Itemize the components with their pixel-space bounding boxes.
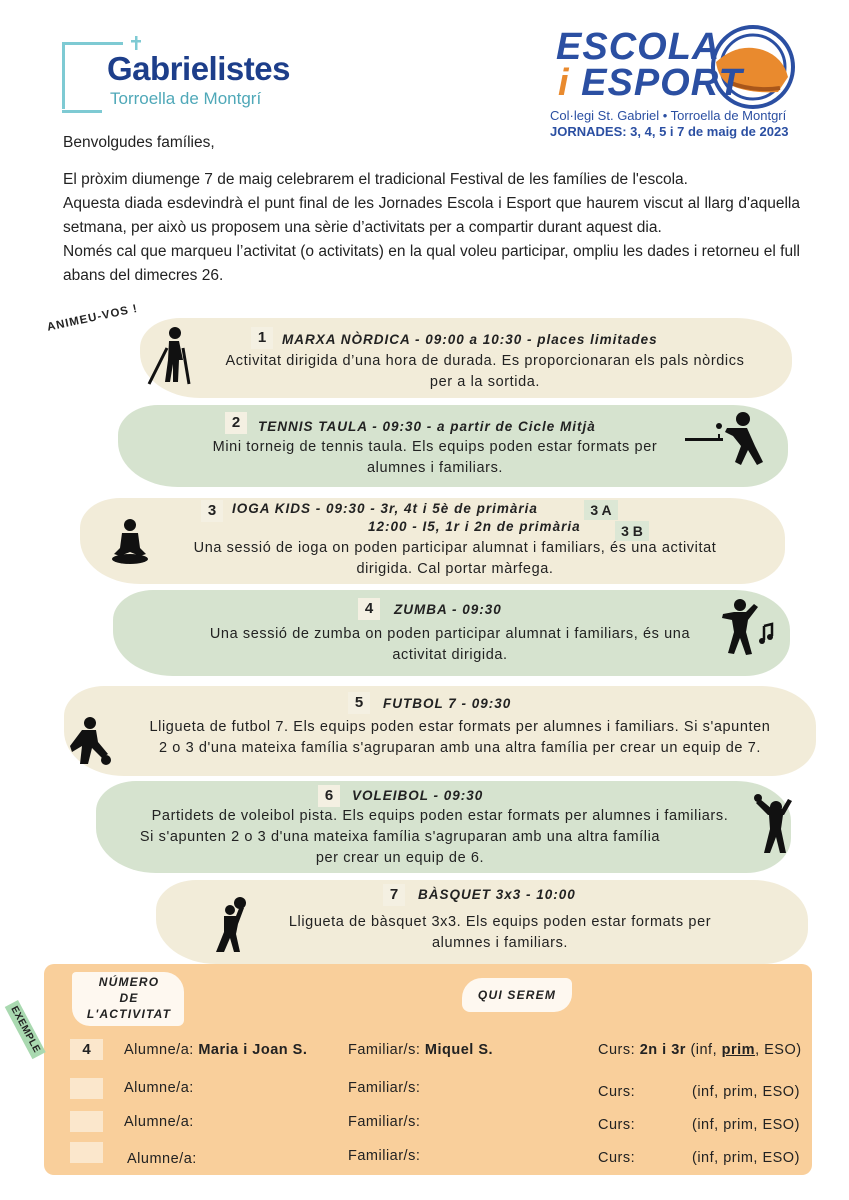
- alumne-field[interactable]: Alumne/a:: [124, 1080, 194, 1096]
- animeu-label: ANIMEU-VOS !: [46, 302, 139, 334]
- activity-7-desc-line1: Lligueta de bàsquet 3x3. Els equips poden estar formats per: [288, 914, 712, 930]
- activity-1-desc-line1: Activitat dirigida d’una hora de durada. Es proporcionaran els pals nòrdics: [225, 353, 745, 369]
- activity-2-desc: [170, 437, 700, 479]
- activity-4-desc: [180, 624, 720, 666]
- activity-1-desc-line2: per a la sortida.: [429, 374, 541, 390]
- curs-label: Curs:: [598, 1042, 636, 1058]
- activity-5-number: 5: [348, 692, 370, 714]
- cross-icon: [130, 36, 142, 50]
- activity-4-desc-line1: Una sessió de zumba on poden participar alumnat i familiars, és una: [209, 626, 691, 642]
- curs-options[interactable]: (inf, prim, ESO): [692, 1084, 800, 1100]
- curs-options[interactable]: (inf, prim, ESO): [692, 1150, 800, 1166]
- basketball-icon: [212, 896, 248, 954]
- activity-7-number: 7: [383, 884, 405, 906]
- alumne-label: Alumne/a:: [124, 1042, 194, 1058]
- logo-i: i: [558, 62, 570, 104]
- activity-4-desc-line2: activitat dirigida.: [392, 647, 508, 663]
- example-alumne: Maria i Joan S.: [198, 1042, 308, 1058]
- alumne-field[interactable]: Alumne/a:: [127, 1151, 197, 1167]
- activity-7-title: BÀSQUET 3x3 - 10:00: [418, 887, 576, 902]
- exemple-tag: EXEMPLE: [5, 1000, 46, 1059]
- intro-p2: Aquesta diada esdevindrà el punt final de les Jornades Escola i Esport que haurem viscut al llarg d'aquella setmana, per això us proposem una sèrie d’activitats per a compartir durant aquest dia.: [63, 195, 800, 236]
- activity-3-title: IOGA KIDS - 09:30 - 3r, 4t i 5è de primària: [232, 501, 538, 516]
- activity-1-number: 1: [251, 327, 273, 349]
- activity-4-title: ZUMBA - 09:30: [394, 602, 502, 617]
- activity-3-desc-line1: Una sessió de ioga on poden participar alumnat i familiars, és una activitat: [193, 540, 717, 556]
- activity-5-title: FUTBOL 7 - 09:30: [383, 696, 512, 711]
- activity-number-field[interactable]: [70, 1142, 103, 1163]
- activity-1-desc: [190, 351, 780, 393]
- example-row-curs: [598, 1042, 802, 1058]
- activity-5-desc-line1: Lligueta de futbol 7. Els equips poden estar formats per alumnes i familiars. Si s'apunten: [149, 719, 771, 735]
- activity-3-number: 3: [201, 500, 223, 522]
- activity-5-desc-line2: 2 o 3 d'una mateixa família s'agruparan amb una altra família per crear un equip de 7.: [158, 740, 761, 756]
- example-familiar: Miquel S.: [424, 1042, 494, 1058]
- curs-field[interactable]: Curs:: [598, 1117, 636, 1133]
- familiar-field[interactable]: Familiar/s:: [348, 1114, 421, 1130]
- logo-escola: ESCOLA: [556, 26, 721, 68]
- activity-6-desc-line3: per crear un equip de 6.: [315, 850, 485, 866]
- football-icon: [68, 716, 112, 766]
- activity-2-desc-line2: alumnes i familiars.: [366, 460, 504, 476]
- greeting: Benvolgudes famílies,: [63, 134, 215, 151]
- activity-3-desc: [160, 538, 750, 580]
- activity-2-number: 2: [225, 412, 247, 434]
- nordic-walking-icon: [145, 326, 193, 386]
- opt-prim-selected: prim: [721, 1042, 756, 1058]
- familiar-label: Familiar/s:: [348, 1042, 421, 1058]
- activity-4-number: 4: [358, 598, 380, 620]
- intro-p1: El pròxim diumenge 7 de maig celebrarem el tradicional Festival de les famílies de l'escola.: [63, 171, 688, 188]
- familiar-field[interactable]: Familiar/s:: [348, 1080, 421, 1096]
- logo-esport-word: ESPORT: [581, 62, 743, 104]
- activity-5-desc: [110, 717, 810, 759]
- example-row-alumne: [124, 1042, 307, 1058]
- activity-6-desc-line1: Partidets de voleibol pista. Els equips poden estar formats per alumnes i familiars.: [151, 808, 729, 824]
- activity-6-title: VOLEIBOL - 09:30: [352, 788, 484, 803]
- activity-3-desc-line2: dirigida. Cal portar màrfega.: [356, 561, 554, 577]
- activity-3a-label: 3 A: [584, 500, 618, 520]
- opt-close: , ESO): [755, 1042, 802, 1058]
- registration-form: [44, 964, 812, 1175]
- logo-name: Gabrielistes: [107, 50, 290, 87]
- example-activity-number: 4: [70, 1039, 103, 1060]
- familiar-field[interactable]: Familiar/s:: [348, 1148, 421, 1164]
- hdr-num-line3: L'ACTIVITAT: [86, 1007, 172, 1021]
- alumne-field[interactable]: Alumne/a:: [124, 1114, 194, 1130]
- intro-text: [63, 168, 800, 288]
- gabrielistes-logo: [62, 36, 332, 116]
- activity-6-desc-line2: Si s'apunten 2 o 3 d'una mateixa família s'agruparan amb una altra família: [139, 829, 661, 845]
- activity-1-title: MARXA NÒRDICA - 09:00 a 10:30 - places limitades: [282, 332, 658, 347]
- example-row-familiar: [348, 1042, 493, 1058]
- activity-number-field[interactable]: [70, 1078, 103, 1099]
- logo-town: Torroella de Montgrí: [110, 89, 262, 108]
- activity-6-desc: [100, 806, 780, 869]
- logo-dates: JORNADES: 3, 4, 5 i 7 de maig de 2023: [550, 124, 789, 139]
- yoga-icon: [110, 518, 150, 564]
- logo-esport: [558, 62, 743, 105]
- activity-number-field[interactable]: [70, 1111, 103, 1132]
- activity-2-title: TENNIS TAULA - 09:30 - a partir de Cicle Mitjà: [258, 419, 596, 434]
- curs-field[interactable]: Curs:: [598, 1150, 636, 1166]
- escola-esport-logo: [548, 22, 798, 142]
- logo-subtitle: Col·legi St. Gabriel • Torroella de Montgrí: [550, 108, 787, 123]
- intro-p3: Només cal que marqueu l’activitat (o activitats) en la qual voleu participar, ompliu les dades i retorneu el full abans del dimecres 26.: [63, 243, 800, 284]
- hdr-num-line1: NÚMERO: [98, 975, 160, 989]
- activity-6-number: 6: [318, 785, 340, 807]
- curs-field[interactable]: Curs:: [598, 1084, 636, 1100]
- hdr-num-line2: DE: [119, 991, 139, 1005]
- activity-2-desc-line1: Mini torneig de tennis taula. Els equips poden estar formats per: [212, 439, 658, 455]
- example-curs: 2n i 3r: [639, 1042, 686, 1058]
- volleyball-icon: [752, 793, 794, 855]
- activity-7-desc: [260, 912, 740, 954]
- table-tennis-icon: [683, 410, 768, 470]
- dancing-icon: [720, 598, 776, 658]
- activity-7-desc-line2: alumnes i familiars.: [431, 935, 569, 951]
- form-header-qui: QUI SEREM: [477, 988, 557, 1002]
- opt-open: (inf,: [690, 1042, 722, 1058]
- logo-underline: [62, 110, 102, 113]
- form-header-number: [64, 974, 194, 1022]
- curs-options[interactable]: (inf, prim, ESO): [692, 1117, 800, 1133]
- activity-3b-label: 3 B: [615, 521, 649, 541]
- activity-3-title2: 12:00 - I5, 1r i 2n de primària: [368, 519, 581, 534]
